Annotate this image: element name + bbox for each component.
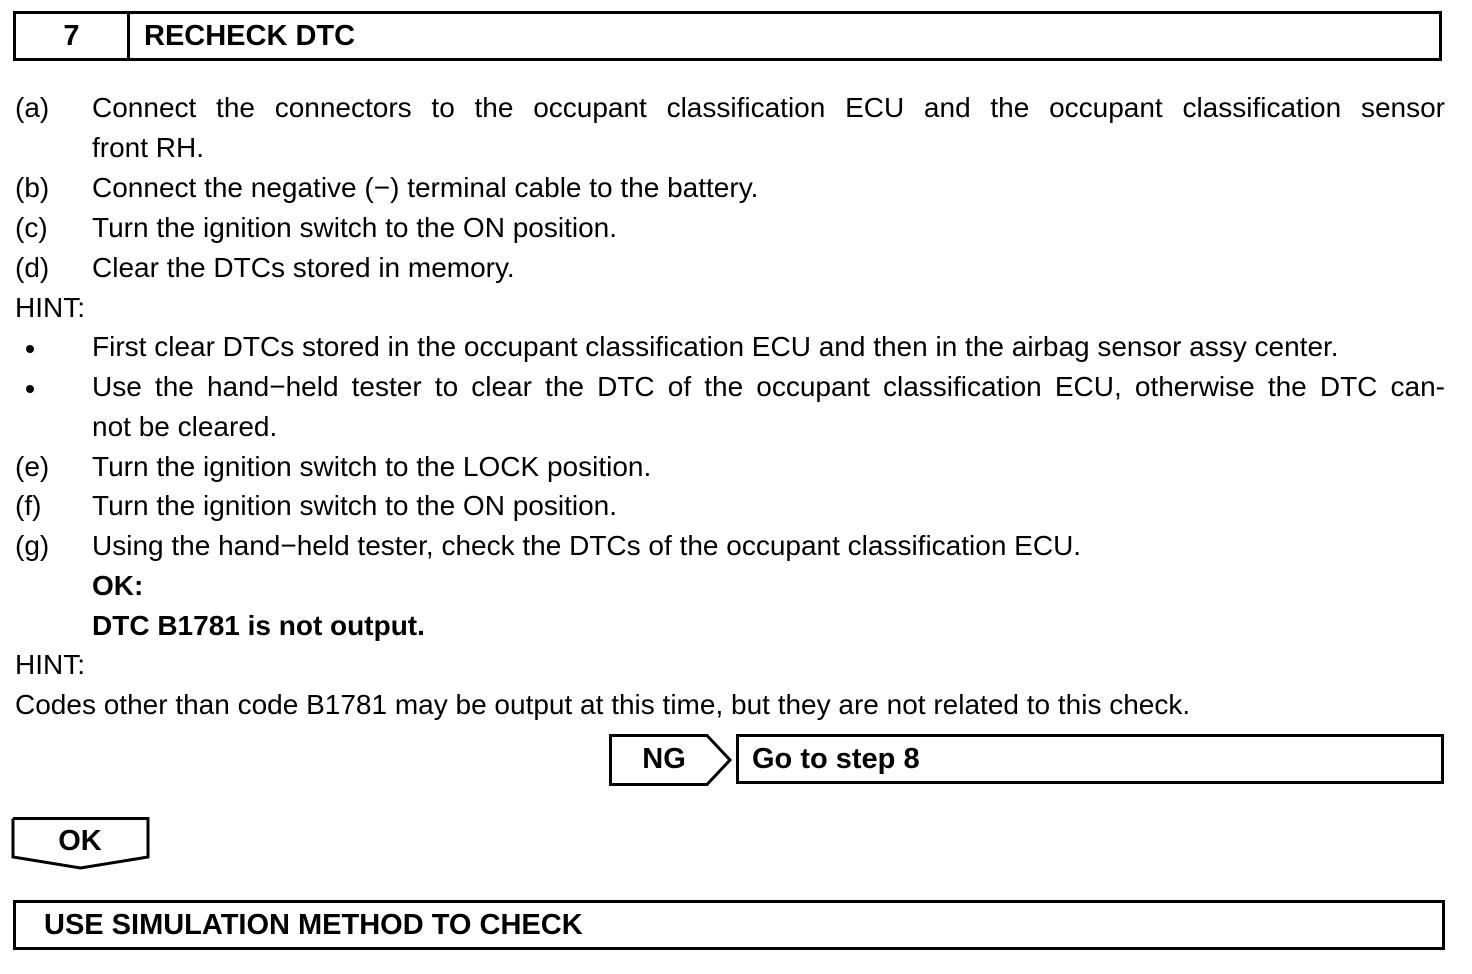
step-f-label: (f)	[15, 490, 42, 521]
step-e-text: Turn the ignition switch to the LOCK position.	[92, 451, 652, 482]
step-a-text-cont: front RH.	[92, 132, 205, 163]
bullet-icon	[26, 345, 34, 353]
hint-bullet-1: First clear DTCs stored in the occupant classification ECU and then in the airbag sensor assy center.	[92, 331, 1339, 362]
goto-step-box[interactable]: Go to step 8	[736, 734, 1444, 784]
step-number: 7	[16, 14, 130, 58]
step-f-text: Turn the ignition switch to the ON position.	[92, 490, 617, 521]
ng-label: NG	[642, 742, 686, 775]
step-g-text: Using the hand−held tester, check the DTCs of the occupant classification ECU.	[92, 530, 1082, 561]
step-b-label: (b)	[15, 172, 50, 203]
ok-heading: OK:	[92, 570, 144, 601]
step-a-label: (a)	[15, 92, 50, 123]
step-header	[13, 11, 1442, 61]
hint-bullet-2: Use the hand−held tester to clear the DTC of the occupant classification ECU, otherwise the DTC can-	[92, 371, 1445, 402]
hint-label-1: HINT:	[15, 292, 85, 323]
step-b-text: Connect the negative (−) terminal cable to the battery.	[92, 172, 759, 203]
step-d-label: (d)	[15, 252, 50, 283]
step-c-label: (c)	[15, 212, 48, 243]
hint-text-2: Codes other than code B1781 may be output at this time, but they are not related to this check.	[15, 689, 1191, 720]
hint-bullet-2-cont: not be cleared.	[92, 411, 278, 442]
step-e-label: (e)	[15, 451, 50, 482]
step-c-text: Turn the ignition switch to the ON position.	[92, 212, 617, 243]
step-g-label: (g)	[15, 530, 50, 561]
hint-label-2: HINT:	[15, 649, 85, 680]
ok-result: DTC B1781 is not output.	[92, 610, 425, 641]
step-a-text: Connect the connectors to the occupant classification ECU and the occupant classification sensor	[92, 92, 1445, 123]
step-d-text: Clear the DTCs stored in memory.	[92, 252, 515, 283]
bullet-icon	[26, 385, 34, 393]
ok-label: OK	[58, 824, 102, 857]
next-step-box[interactable]: USE SIMULATION METHOD TO CHECK	[13, 900, 1445, 950]
step-title: RECHECK DTC	[144, 19, 356, 52]
